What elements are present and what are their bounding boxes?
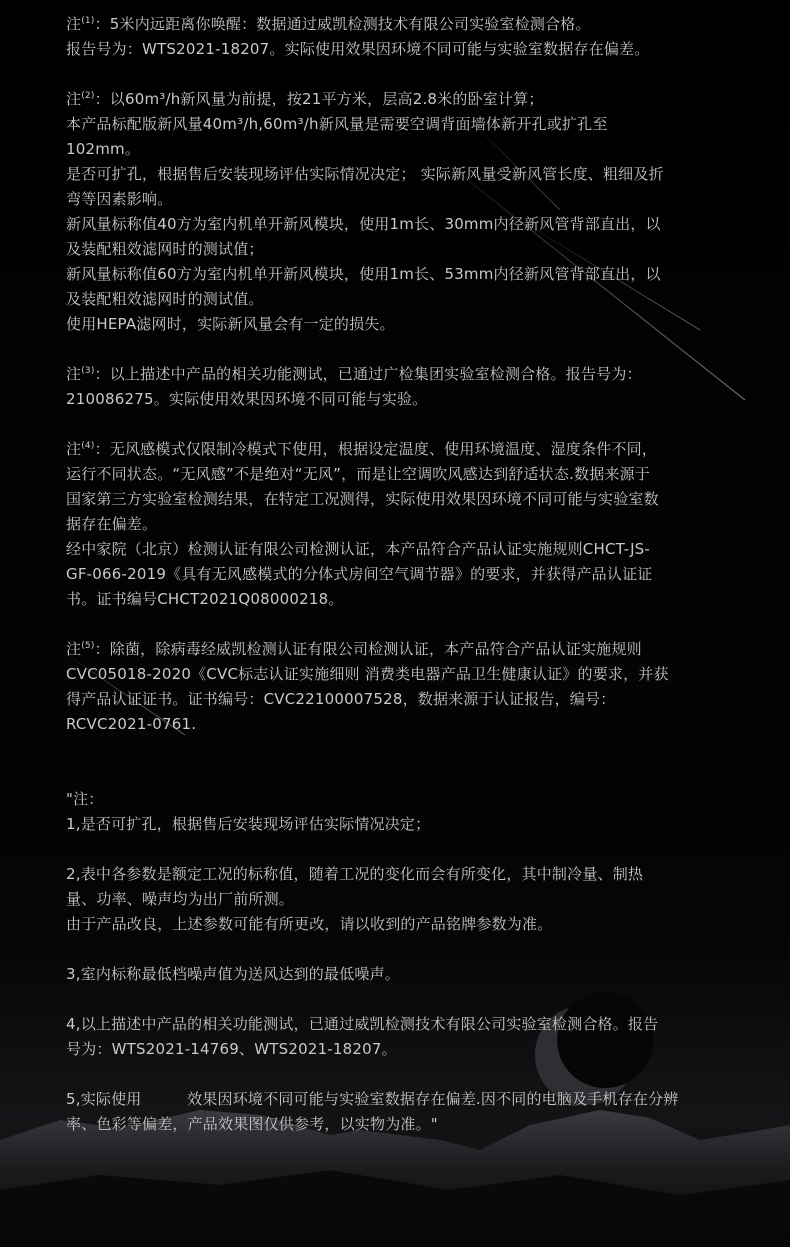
footnote-line: 号为：WTS2021-14769、WTS2021-18207。 [66,1040,397,1058]
note-line: RCVC2021-0761. [66,715,197,733]
footnote-line: 量、功率、噪声均为出厂前所测。 [66,890,295,908]
footnote-2 [66,862,726,937]
note-3 [66,362,726,412]
footnote-line: 率、色彩等偏差，产品效果图仅供参考，以实物为准。" [66,1115,438,1133]
note-line: 102mm。 [66,140,141,158]
footnote-1 [66,812,726,837]
footnote-line: 3,室内标称最低档噪声值为送风达到的最低噪声。 [66,965,400,983]
footnote-5 [66,1087,726,1137]
footnote-line: 5,实际使用 效果因环境不同可能与实验室数据存在偏差.因不同的电脑及手机存在分辨 [66,1090,679,1108]
note-line: 运行不同状态。“无风感”不是绝对“无风”，而是让空调吹风感达到舒适状态.数据来源于 [66,465,651,483]
note-prefix: 注 [66,440,82,458]
note-line: 经中家院（北京）检测认证有限公司检测认证，本产品符合产品认证实施规则CHCT-JS- [66,540,651,558]
note-line: ：无风感模式仅限制冷模式下使用，根据设定温度、使用环境温度、湿度条件不同， [94,440,657,458]
note-line: 报告号为：WTS2021-18207。实际使用效果因环境不同可能与实验室数据存在偏差。 [66,40,650,58]
footnote-line: 由于产品改良，上述参数可能有所更改，请以收到的产品铭牌参数为准。 [66,915,553,933]
footnote-line: 4,以上描述中产品的相关功能测试，已通过威凯检测技术有限公司实验室检测合格。报告 [66,1015,659,1033]
footnote-3 [66,962,726,987]
note-line: 新风量标称值60方为室内机单开新风模块，使用1m长、53mm内径新风管背部直出，以 [66,265,661,283]
note-line: ：以上描述中产品的相关功能测试，已通过广检集团实验室检测合格。报告号为： [94,365,642,383]
note-line: 是否可扩孔，根据售后安装现场评估实际情况决定； 实际新风量受新风管长度、粗细及折 [66,165,664,183]
note-line: 及装配粗效滤网时的测试值； [66,240,264,258]
note-line: ：以60m³/h新风量为前提，按21平方米，层高2.8米的卧室计算； [94,90,544,108]
note-line: CVC05018-2020《CVC标志认证实施细则 消费类电器产品卫生健康认证》的要求，并获 [66,665,669,683]
note-4 [66,437,726,612]
note-line: ：5米内远距离你唤醒：数据通过威凯检测技术有限公司实验室检测合格。 [94,15,591,33]
note-line: 本产品标配版新风量40m³/h,60m³/h新风量是需要空调背面墙体新开孔或扩孔至 [66,115,608,133]
note-marker: (1) [81,16,95,26]
note-line: ：除菌，除病毒经威凯检测认证有限公司检测认证，本产品符合产品认证实施规则 [94,640,642,658]
footnote-line: 2,表中各参数是额定工况的标称值，随着工况的变化而会有所变化，其中制冷量、制热 [66,865,644,883]
notes-content [66,12,726,1137]
note-1 [66,12,726,62]
note-marker: (5) [81,641,95,651]
note-line: GF-066-2019《具有无风感模式的分体式房间空气调节器》的要求，并获得产品认证证 [66,565,653,583]
note-prefix: 注 [66,15,82,33]
note-prefix: 注 [66,90,82,108]
footnote-line: 1,是否可扩孔，根据售后安装现场评估实际情况决定； [66,815,431,833]
note-line: 及装配粗效滤网时的测试值。 [66,290,264,308]
note-line: 210086275。实际使用效果因环境不同可能与实验。 [66,390,428,408]
note-line: 国家第三方实验室检测结果，在特定工况测得，实际使用效果因环境不同可能与实验室数 [66,490,659,508]
note-5 [66,637,726,737]
note-2 [66,87,726,337]
note-line: 弯等因素影响。 [66,190,173,208]
note-line: 书。证书编号CHCT2021Q08000218。 [66,590,344,608]
footnotes-heading: "注： [66,790,104,808]
note-line: 新风量标称值40方为室内机单开新风模块，使用1m长、30mm内径新风管背部直出，以 [66,215,661,233]
note-marker: (2) [81,91,95,101]
note-marker: (4) [81,441,95,451]
note-line: 使用HEPA滤网时，实际新风量会有一定的损失。 [66,315,395,333]
note-prefix: 注 [66,640,82,658]
note-line: 得产品认证证书。证书编号：CVC22100007528，数据来源于认证报告，编号： [66,690,616,708]
note-marker: (3) [81,366,95,376]
note-line: 据存在偏差。 [66,515,158,533]
note-prefix: 注 [66,365,82,383]
footnote-4 [66,1012,726,1062]
